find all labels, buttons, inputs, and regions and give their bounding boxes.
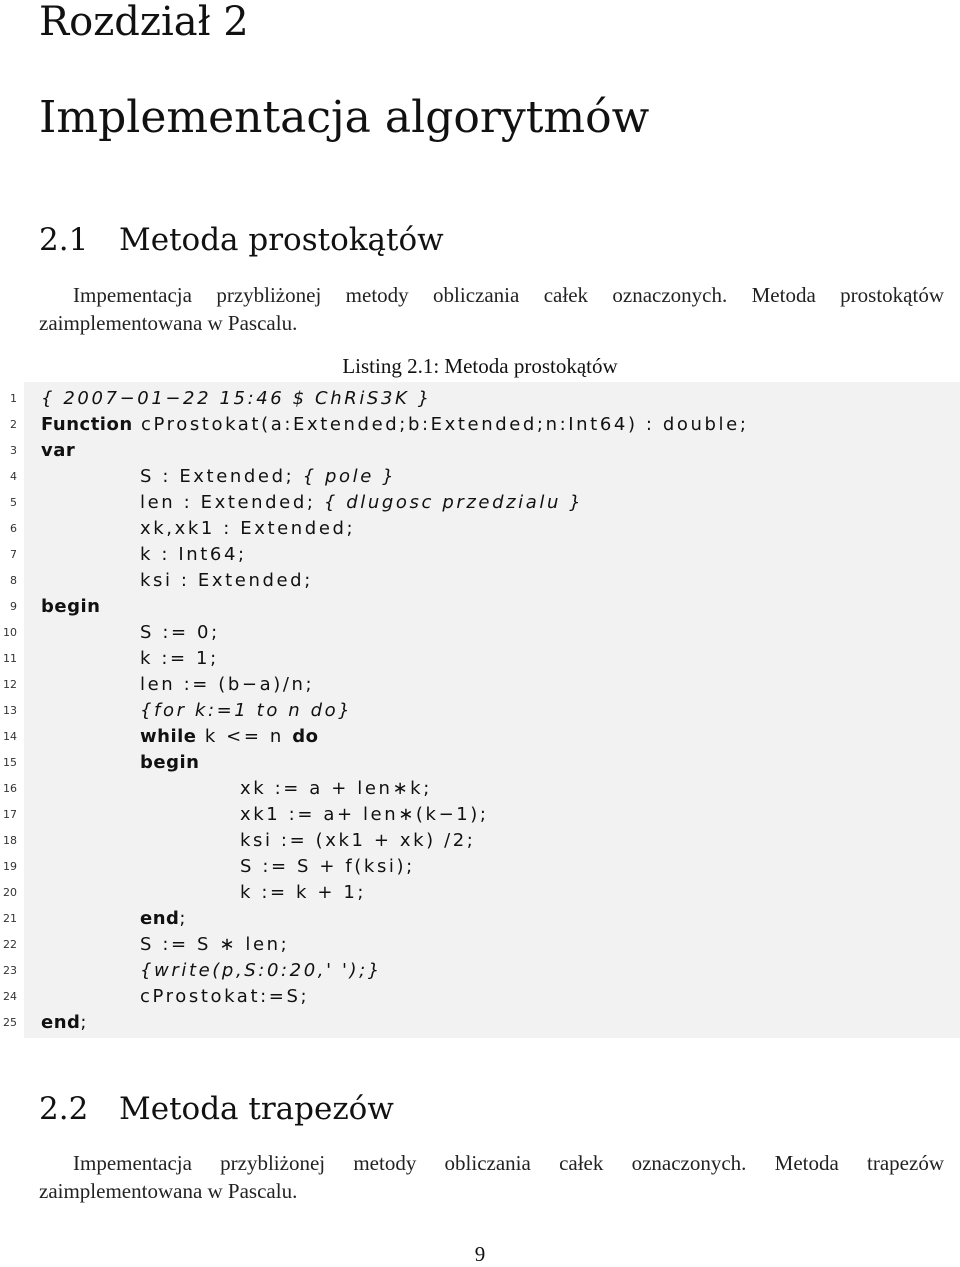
line-number: 1 (10, 392, 17, 405)
line-number: 7 (10, 548, 17, 561)
code-token: k : Int64; (140, 544, 247, 565)
code-keyword: while (140, 726, 197, 747)
code-text (140, 516, 355, 542)
line-number: 12 (3, 678, 17, 691)
code-text (41, 438, 75, 464)
code-text (41, 412, 749, 438)
code-line (0, 932, 960, 958)
code-line (0, 490, 960, 516)
code-comment: {for k:=1 to n do} (140, 700, 353, 721)
code-token: len := (b−a)/n; (140, 674, 315, 695)
line-number: 19 (3, 860, 17, 873)
code-line (0, 828, 960, 854)
code-text (140, 724, 318, 750)
line-number: 10 (3, 626, 17, 639)
code-line (0, 802, 960, 828)
line-number: 5 (10, 496, 17, 509)
line-number: 6 (10, 522, 17, 535)
line-number: 18 (3, 834, 17, 847)
code-text (140, 620, 220, 646)
section-paragraph-2-2 (39, 1149, 944, 1205)
code-token: xk := a + len∗k; (240, 778, 432, 799)
code-line (0, 1010, 960, 1036)
chapter-title: Implementacja algorytmów (39, 92, 650, 143)
code-line (0, 386, 960, 412)
code-token: cProstokat(a:Extended;b:Extended;n:Int64) : double; (132, 414, 749, 435)
listing-caption: Listing 2.1: Metoda prostokątów (342, 354, 618, 378)
line-number: 11 (3, 652, 17, 665)
code-text (240, 880, 366, 906)
code-text (140, 490, 583, 516)
code-text (140, 698, 352, 724)
line-number: 16 (3, 782, 17, 795)
line-number: 23 (3, 964, 17, 977)
code-token: xk,xk1 : Extended; (140, 518, 356, 539)
section-title-text: Metoda prostokątów (119, 222, 444, 258)
code-line (0, 984, 960, 1010)
code-text (41, 594, 100, 620)
code-comment: { pole } (302, 466, 397, 487)
line-number: 4 (10, 470, 17, 483)
code-line (0, 516, 960, 542)
code-token: xk1 := a+ len∗(k−1); (240, 804, 489, 825)
code-keyword: var (41, 440, 76, 461)
code-text (140, 958, 382, 984)
code-text (140, 984, 309, 1010)
line-number: 17 (3, 808, 17, 821)
code-text (41, 386, 432, 412)
code-listing (0, 382, 960, 1038)
code-text (140, 750, 199, 776)
code-line (0, 438, 960, 464)
code-text (140, 568, 313, 594)
line-number: 22 (3, 938, 17, 951)
code-token: k := 1; (140, 648, 219, 669)
section-title-text: Metoda trapezów (119, 1091, 394, 1127)
code-token: S := 0; (140, 622, 220, 643)
code-text (41, 1010, 89, 1036)
code-token: ksi := (xk1 + xk) /2; (240, 830, 476, 851)
code-line (0, 724, 960, 750)
code-token: ; (80, 1012, 90, 1033)
chapter-label: Rozdział 2 (39, 0, 249, 45)
line-number: 15 (3, 756, 17, 769)
code-keyword: end (41, 1012, 81, 1033)
code-line (0, 412, 960, 438)
code-token: k := k + 1; (240, 882, 367, 903)
code-line (0, 620, 960, 646)
code-text (240, 802, 489, 828)
section-paragraph-2-1 (39, 281, 944, 337)
code-text (140, 932, 289, 958)
code-line (0, 672, 960, 698)
section-heading-2-1 (39, 221, 444, 259)
line-number: 2 (10, 418, 17, 431)
code-text (140, 646, 219, 672)
code-comment: {write(p,S:0:20,' ');} (140, 960, 382, 981)
code-token: S := S + f(ksi); (240, 856, 415, 877)
line-number: 9 (10, 600, 17, 613)
line-number: 3 (10, 444, 17, 457)
code-keyword: begin (140, 752, 200, 773)
code-keyword: Function (41, 414, 133, 435)
code-line (0, 698, 960, 724)
code-text (140, 464, 396, 490)
code-keyword: do (292, 726, 319, 747)
line-number: 14 (3, 730, 17, 743)
line-number: 24 (3, 990, 17, 1003)
line-number: 8 (10, 574, 17, 587)
code-text (140, 672, 314, 698)
line-number: 25 (3, 1016, 17, 1029)
code-line (0, 750, 960, 776)
code-line (0, 958, 960, 984)
code-line (0, 542, 960, 568)
code-line (0, 906, 960, 932)
section-heading-2-2 (39, 1090, 394, 1128)
code-line (0, 880, 960, 906)
code-line (0, 776, 960, 802)
code-line (0, 854, 960, 880)
code-comment: { 2007−01−22 15:46 $ ChRiS3K } (41, 388, 432, 409)
paragraph-text: Impementacja przybliżonej metody obliczania całek oznaczonych. Metoda prostokątów zaimplementowana w Pascalu. (39, 283, 944, 335)
code-line (0, 464, 960, 490)
page-number: 9 (474, 1242, 486, 1266)
code-text (240, 776, 432, 802)
code-token: cProstokat:=S; (140, 986, 310, 1007)
paragraph-text: Impementacja przybliżonej metody obliczania całek oznaczonych. Metoda trapezów zaimplementowana w Pascalu. (39, 1151, 944, 1203)
code-token: S : Extended; (140, 466, 303, 487)
code-text (140, 906, 188, 932)
code-token: S := S ∗ len; (140, 934, 290, 955)
section-number: 2.1 (39, 222, 89, 258)
code-token: len : Extended; (140, 492, 324, 513)
code-comment: { dlugosc przedzialu } (323, 492, 584, 513)
code-token: ; (179, 908, 189, 929)
code-token: k <= n (196, 726, 293, 747)
code-line (0, 568, 960, 594)
code-text (140, 542, 247, 568)
line-number: 21 (3, 912, 17, 925)
line-number: 13 (3, 704, 17, 717)
code-text (240, 828, 475, 854)
line-number: 20 (3, 886, 17, 899)
code-token: ksi : Extended; (140, 570, 313, 591)
section-number: 2.2 (39, 1091, 89, 1127)
code-text (240, 854, 415, 880)
code-keyword: end (140, 908, 180, 929)
code-line (0, 594, 960, 620)
code-line (0, 646, 960, 672)
code-keyword: begin (41, 596, 101, 617)
